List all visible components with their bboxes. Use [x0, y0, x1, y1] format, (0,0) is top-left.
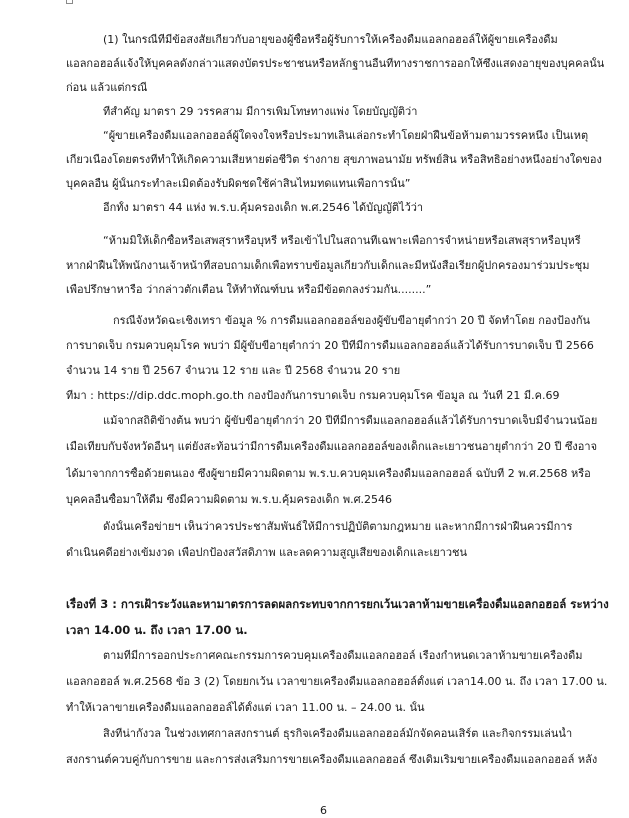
para6-line2: ดำเนินคดีอย่างเข้มงวด เพื่อปกป้องสวัสดิภาพ และลดความสูญเสียของเด็กและเยาวชน	[66, 546, 468, 559]
para5-line4: บุคคลอื่นซื้อมาให้ดื่ม ซึ่งมีความผิดตาม พ.ร.บ.คุ้มครองเด็ก พ.ศ.2546	[66, 493, 393, 506]
para5-line3: ได้มาจากการซื้อด้วยตนเอง ซึ่งผู้ขายมีความผิดตาม พ.ร.บ.ควบคุมเครื่องดื่มแอลกอฮอล์ ฉบับที่ 2 พ.ศ.2568 หรือ	[66, 467, 591, 480]
para5-line1: แม้จากสถิติข้างต้น พบว่า ผู้ขับขี่อายุต่ำกว่า 20 ปีที่มีการดื่มแอลกอฮอล์แล้วได้รับการบาดเจ็บมีจำนวนน้อย	[103, 414, 598, 427]
para5-line2: เมื่อเทียบกับจังหวัดอื่นๆ แต่ยังสะท้อนว่ามีการดื่มเครื่องดื่มแอลกอฮอล์ของเด็กและเยาวชนอายุต่ำกว่า 20 ปี ซึ่งอาจ	[66, 440, 598, 453]
para4-line2: การบาดเจ็บ กรมควบคุมโรค พบว่า มีผู้ขับขี่อายุต่ำกว่า 20 ปีที่มีการดื่มแอลกอฮอล์แล้วได้รับการบาดเจ็บ ปี 2566	[66, 339, 594, 352]
para1-line2: แอลกอฮอล์แจ้งให้บุคคลดังกล่าวแสดงบัตรประชาชนหรือหลักฐานอื่นที่ทางราชการออกให้ซึ่งแสดงอายุของบุคคลนั้น	[66, 57, 605, 70]
para7-line3: ทำให้เวลาขายเครื่องดื่มแอลกอฮอล์ได้ตั้งแต่ เวลา 11.00 น. – 24.00 น. นั้น	[66, 701, 425, 714]
quote1-line3: บุคคลอื่น ผู้นั้นกระทำละเมิดต้องรับผิดชดใช้ค่าสินไหมทดแทนเพื่อการนั้น”	[66, 177, 411, 190]
para1-line3: ก่อน แล้วแต่กรณี	[66, 81, 148, 94]
page-number: 6	[320, 804, 327, 817]
quote1-line1: “ผู้ขายเครื่องดื่มแอลกอฮอล์ผู้ใดจงใจหรือประมาทเลินเล่อกระทำโดยฝ่าฝืนข้อห้ามตามวรรคหนึ่ง เป็นเหตุ	[103, 129, 589, 142]
quote2-line3: เพื่อปรึกษาหารือ ว่ากล่าวตักเตือน ให้ทำทัณฑ์บน หรือมีข้อตกลงร่วมกัน........”	[66, 283, 432, 296]
section-heading-line1: เรื่องที่ 3 : การเฝ้าระวังและหามาตรการลดผลกระทบจากการยกเว้นเวลาห้ามขายเครื่องดื่มแอลกอฮอล์ ระหว่าง	[66, 597, 609, 611]
para2-line1: ที่สำคัญ มาตรา 29 วรรคสาม มีการเพิ่มโทษทางแพ่ง โดยบัญญัติว่า	[103, 105, 418, 118]
para4-line1: กรณีจังหวัดฉะเชิงเทรา ข้อมูล % การดื่มแอลกอฮอล์ของผู้ขับขี่อายุต่ำกว่า 20 ปี จัดทำโดย กองป้องกัน	[113, 314, 591, 327]
para8-line2: สงกรานต์ควบคู่กับการขาย และการส่งเสริมการขายเครื่องดื่มแอลกอฮอล์ ซึ่งเดิมเริ่มขายเครื่องดื่มแอลกอฮอล์ หลัง	[66, 753, 598, 766]
quote2-line1: “ห้ามมิให้เด็กซื้อหรือเสพสุราหรือบุหรี่ หรือเข้าไปในสถานที่เฉพาะเพื่อการจำหน่ายหรือเสพสุราหรือบุหรี่	[103, 234, 581, 247]
section-heading-line2: เวลา 14.00 น. ถึง เวลา 17.00 น.	[66, 623, 248, 637]
quote2-line2: หากฝ่าฝืนให้พนักงานเจ้าหน้าที่สอบถามเด็กเพื่อทราบข้อมูลเกี่ยวกับเด็กและมีหนังสือเรียกผู้ปกครองมาร่วมประชุม	[66, 259, 590, 272]
para8-line1: สิ่งที่น่ากังวล ในช่วงเทศกาลสงกรานต์ ธุรกิจเครื่องดื่มแอลกอฮอล์มักจัดคอนเสิร์ต และกิจกรรมเล่นน้ำ	[103, 727, 573, 740]
para6-line1: ดังนั้นเครือข่ายฯ เห็นว่าควรประชาสัมพันธ์ให้มีการปฏิบัติตามกฎหมาย และหากมีการฝ่าฝืนควรมีการ	[103, 520, 573, 533]
para7-line2: แอลกอฮอล์ พ.ศ.2568 ข้อ 3 (2) โดยยกเว้น เวลาขายเครื่องดื่มแอลกอฮอล์ตั้งแต่ เวลา14.00 น. ถึง เวลา 17.00 น.	[66, 675, 608, 688]
para4-line3: จำนวน 14 ราย ปี 2567 จำนวน 12 ราย และ ปี 2568 จำนวน 20 ราย	[66, 364, 401, 377]
para7-line1: ตามที่มีการออกประกาศคณะกรรมการควบคุมเครื่องดื่มแอลกอฮอล์ เรื่องกำหนดเวลาห้ามขายเครื่องดื่ม	[103, 649, 583, 662]
source-line: ที่มา : https://dip.ddc.moph.go.th กองป้องกันการบาดเจ็บ กรมควบคุมโรค ข้อมูล ณ วันที่ 21 มี.ค.69	[66, 389, 560, 402]
para3-line1: อีกทั้ง มาตรา 44 แห่ง พ.ร.บ.คุ้มครองเด็ก พ.ศ.2546 ได้บัญญัติไว้ว่า	[103, 201, 424, 214]
para1-line1: (1) ในกรณีที่มีข้อสงสัยเกี่ยวกับอายุของผู้ซื้อหรือผู้รับการให้เครื่องดื่มแอลกอฮอล์ให้ผู้ขายเครื่องดื่ม	[103, 33, 558, 46]
quote1-line2: เกี่ยวเนื่องโดยตรงที่ทำให้เกิดความเสียหายต่อชีวิต ร่างกาย สุขภาพอนามัย ทรัพย์สิน หรือสิทธิอย่างหนึ่งอย่างใดของ	[66, 153, 602, 166]
